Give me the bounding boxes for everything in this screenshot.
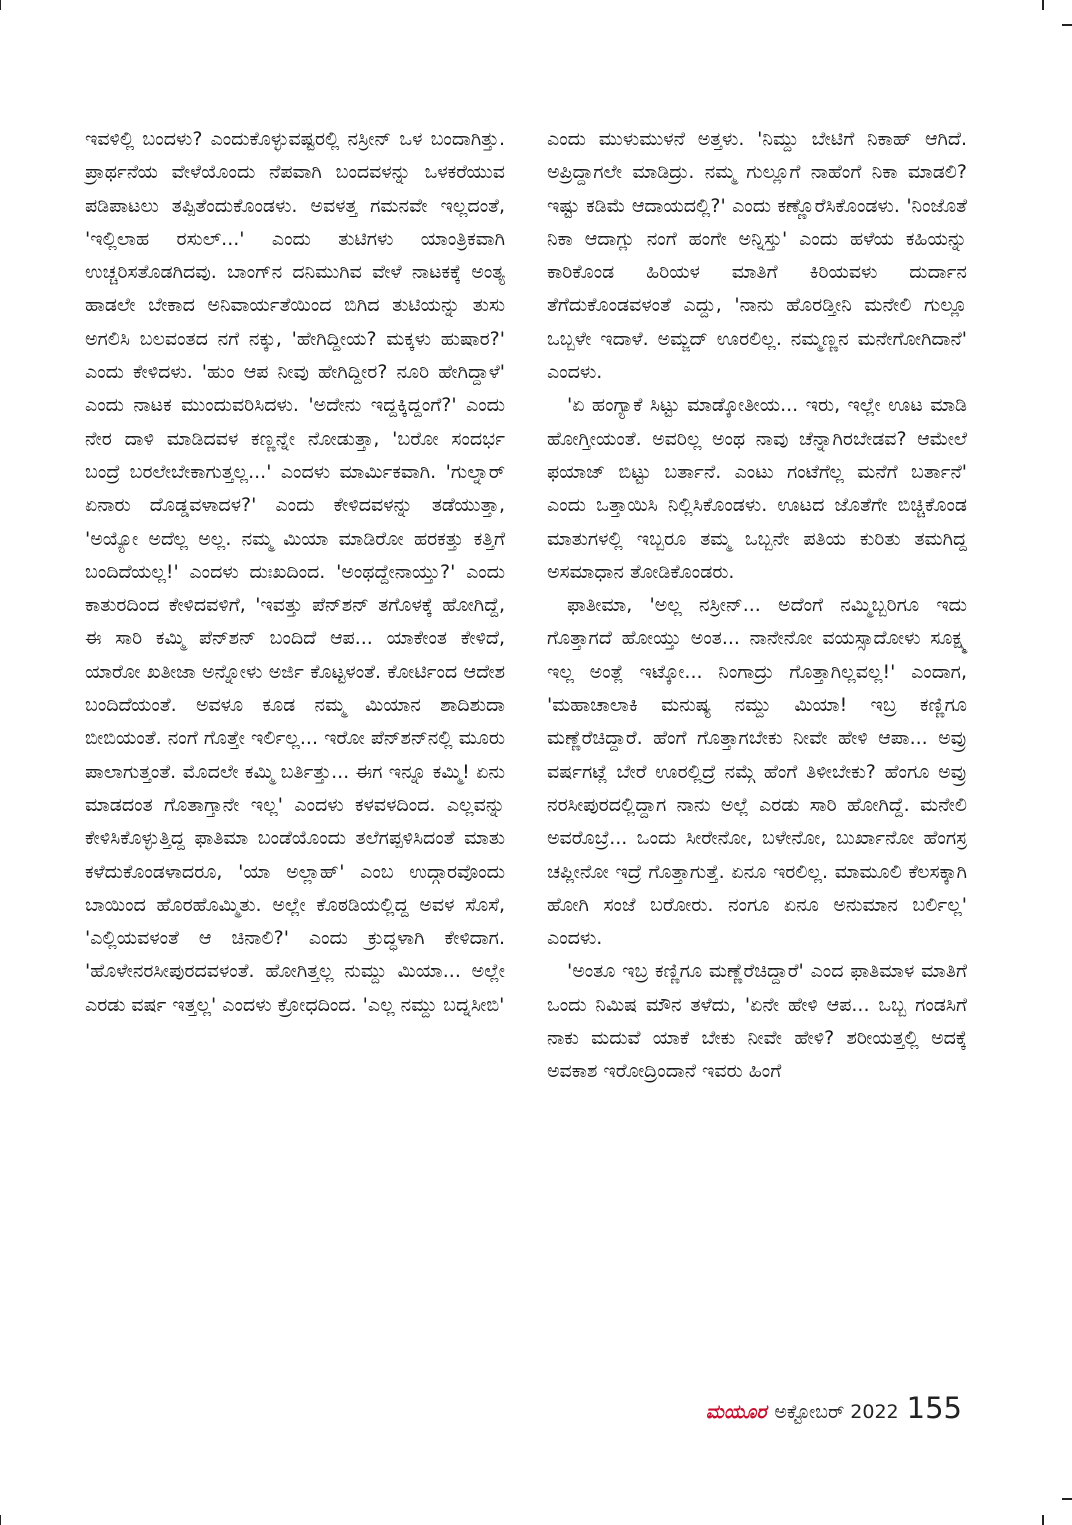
right-paragraph-2: 'ಏ ಹಂಗ್ಯಾಕೆ ಸಿಟ್ಟು ಮಾಡ್ಕೋತೀಯ... ಇರು, ಇಲ್ಲೇ ಊಟ ಮಾಡಿ ಹೋಗ್ತೀಯಂತೆ. ಅವರಿಲ್ಲ ಅಂಥ ನಾವು ಚೆನ್ನಾಗಿರಬೇಡವ? ಆಮೇಲೆ ಫಯಾಜ್ ಬಿಟ್ಟು ಬರ್ತಾನೆ. ಎಂಟು ಗಂಟೆಗೆಲ್ಲ ಮನೆಗೆ ಬರ್ತಾನೆ' ಎಂದು ಒತ್ತಾಯಿಸಿ ನಿಲ್ಲಿಸಿಕೊಂಡಳು. ಊಟದ ಜೊತೆಗೇ ಬಿಚ್ಚಿಕೊಂಡ ಮಾತುಗಳಲ್ಲಿ ಇಬ್ಬರೂ ತಮ್ಮ ಒಬ್ಬನೇ ಪತಿಯ ಕುರಿತು ತಮಗಿದ್ದ ಅಸಮಾಧಾನ ತೋಡಿಕೊಂಡರು. — [547, 394, 967, 583]
crop-mark-bottom-left — [0, 1515, 1, 1525]
right-paragraph-4: 'ಅಂತೂ ಇಬ್ರ ಕಣ್ಣಿಗೂ ಮಣ್ಣೆರೆಚಿದ್ದಾರೆ' ಎಂದ ಫಾತಿಮಾಳ ಮಾತಿಗೆ ಒಂದು ನಿಮಿಷ ಮೌನ ತಳೆದು, 'ಏನೇ ಹೇಳಿ ಆಪ... ಒಬ್ಬ ಗಂಡಸಿಗೆ ನಾಕು ಮದುವೆ ಯಾಕೆ ಬೇಕು ನೀವೇ ಹೇಳಿ? ಶರೀಯತ್ತಲ್ಲಿ ಅದಕ್ಕೆ ಅವಕಾಶ ಇರೋದ್ರಿಂದಾನೆ ಇವರು ಹಿಂಗೆ — [547, 960, 967, 1083]
magazine-name: ಮಯೂರ — [705, 1401, 767, 1423]
left-text-column — [85, 123, 505, 1022]
crop-mark-top-left — [0, 0, 1, 10]
right-paragraph-1: ಎಂದು ಮುಳುಮುಳನೆ ಅತ್ತಳು. 'ನಿಮ್ದು ಬೇಟಿಗೆ ನಿಕಾಹ್ ಆಗಿದೆ. ಅಪ್ರಿದ್ದಾಗಲೇ ಮಾಡಿದ್ರು. ನಮ್ಮ ಗುಲ್ಲೂಗೆ ನಾಹೆಂಗೆ ನಿಕಾ ಮಾಡಲಿ? ಇಷ್ಟು ಕಡಿಮೆ ಆದಾಯದಲ್ಲಿ?' ಎಂದು ಕಣ್ಣೊರೆಸಿಕೊಂಡಳು. 'ನಿಂಜೊತೆ ನಿಕಾ ಆದಾಗ್ಲು ನಂಗೆ ಹಂಗೇ ಅನ್ನಿಸ್ತು' ಎಂದು ಹಳೆಯ ಕಹಿಯನ್ನು ಕಾರಿಕೊಂಡ ಹಿರಿಯಳ ಮಾತಿಗೆ ಕಿರಿಯವಳು ದುರ್ದಾನ ತೆಗೆದುಕೊಂಡವಳಂತೆ ಎದ್ದು, 'ನಾನು ಹೊರಡ್ತೀನಿ ಮನೇಲಿ ಗುಲ್ಲೂ ಒಬ್ಬಳೇ ಇದಾಳೆ. ಅಮ್ಜದ್ ಊರಲಿಲ್ಲ. ನಮ್ಮಣ್ಣನ ಮನೇಗೋಗಿದಾನೆ' ಎಂದಳು. — [547, 128, 967, 384]
crop-mark-right-lower — [1062, 1498, 1072, 1500]
page-number: 155 — [906, 1391, 962, 1425]
left-paragraph-1: ಇವಳಿಲ್ಲಿ ಬಂದಳು? ಎಂದುಕೊಳ್ಳುವಷ್ಟರಲ್ಲಿ ನಸ್ರೀನ್ ಒಳ ಬಂದಾಗಿತ್ತು. ಪ್ರಾರ್ಥನೆಯ ವೇಳೆಯೊಂದು ನೆಪವಾಗಿ ಬಂದವಳನ್ನು ಒಳಕರೆಯುವ ಪಡಿಪಾಟಲು ತಪ್ಪಿತೆಂದುಕೊಂಡಳು. ಅವಳತ್ತ ಗಮನವೇ ಇಲ್ಲದಂತೆ, 'ಇಲ್ಲಿಲಾಹ ರಸುಲ್...' ಎಂದು ತುಟಿಗಳು ಯಾಂತ್ರಿಕವಾಗಿ ಉಚ್ಚರಿಸತೊಡಗಿದವು. ಬಾಂಗ್‌ನ ದನಿಮುಗಿವ ವೇಳೆ ನಾಟಕಕ್ಕೆ ಅಂತ್ಯ ಹಾಡಲೇ ಬೇಕಾದ ಅನಿವಾರ್ಯತೆಯಿಂದ ಬಿಗಿದ ತುಟಿಯನ್ನು ತುಸು ಅಗಲಿಸಿ ಬಲವಂತದ ನಗೆ ನಕ್ಕು, 'ಹೇಗಿದ್ದೀಯ? ಮಕ್ಕಳು ಹುಷಾರ?' ಎಂದು ಕೇಳಿದಳು. 'ಹುಂ ಆಪ ನೀವು ಹೇಗಿದ್ದೀರ? ನೂರಿ ಹೇಗಿದ್ದಾಳೆ' ಎಂದು ನಾಟಕ ಮುಂದುವರಿಸಿದಳು. 'ಅದೇನು ಇದ್ದಕ್ಕಿದ್ದಂಗೆ?' ಎಂದು ನೇರ ದಾಳಿ ಮಾಡಿದವಳ ಕಣ್ಣನ್ನೇ ನೋಡುತ್ತಾ, 'ಬರೋ ಸಂದರ್ಭ ಬಂದ್ರೆ ಬರಲೇಬೇಕಾಗುತ್ತಲ್ಲ...' ಎಂದಳು ಮಾರ್ಮಿಕವಾಗಿ. 'ಗುಲ್ನಾರ್ ಏನಾರು ದೊಡ್ಡವಳಾದಳ?' ಎಂದು ಕೇಳಿದವಳನ್ನು ತಡೆಯುತ್ತಾ, 'ಅಯ್ಯೋ ಅದೆಲ್ಲ ಅಲ್ಲ. ನಮ್ಮ ಮಿಯಾ ಮಾಡಿರೋ ಹರಕತ್ತು ಕತ್ತಿಗೆ ಬಂದಿದೆಯಲ್ಲ!' ಎಂದಳು ದುಃಖದಿಂದ. 'ಅಂಥದ್ದೇನಾಯ್ತು?' ಎಂದು ಕಾತುರದಿಂದ ಕೇಳಿದವಳಿಗೆ, 'ಇವತ್ತು ಪೆನ್‌ಶನ್ ತಗೊಳಕ್ಕೆ ಹೋಗಿದ್ದೆ, ಈ ಸಾರಿ ಕಮ್ಮಿ ಪೆನ್‌ಶನ್ ಬಂದಿದೆ ಆಪ... ಯಾಕೇಂತ ಕೇಳಿದೆ, ಯಾರೋ ಖತೀಜಾ ಅನ್ನೋಳು ಅರ್ಜಿ ಕೊಟ್ಟಳಂತೆ. ಕೋರ್ಟಿಂದ ಆದೇಶ ಬಂದಿದೆಯಂತೆ. ಅವಳೂ ಕೂಡ ನಮ್ಮ ಮಿಯಾನ ಶಾದಿಶುದಾ ಬೀಬಿಯಂತೆ. ನಂಗೆ ಗೊತ್ತೇ ಇರ್ಲಿಲ್ಲ... ಇರೋ ಪೆನ್‌ಶನ್‌ನಲ್ಲಿ ಮೂರು ಪಾಲಾಗುತ್ತಂತೆ. ಮೊದಲೇ ಕಮ್ಮಿ ಬರ್ತಿತ್ತು... ಈಗ ಇನ್ನೂ ಕಮ್ಮಿ! ಏನು ಮಾಡದಂತ ಗೊತಾಗ್ತಾನೇ ಇಲ್ಲ' ಎಂದಳು ಕಳವಳದಿಂದ. ಎಲ್ಲವನ್ನು ಕೇಳಿಸಿಕೊಳ್ಳುತ್ತಿದ್ದ ಫಾತಿಮಾ ಬಂಡೆಯೊಂದು ತಲೆಗಪ್ಪಳಿಸಿದಂತೆ ಮಾತು ಕಳೆದುಕೊಂಡಳಾದರೂ, 'ಯಾ ಅಲ್ಲಾಹ್' ಎಂಬ ಉದ್ಗಾರವೊಂದು ಬಾಯಿಂದ ಹೊರಹೊಮ್ಮಿತು. ಅಲ್ಲೇ ಕೊಠಡಿಯಲ್ಲಿದ್ದ ಅವಳ ಸೊಸೆ, 'ಎಲ್ಲಿಯವಳಂತೆ ಆ ಚಿನಾಲಿ?' ಎಂದು ಕ್ರುದ್ಧಳಾಗಿ ಕೇಳಿದಾಗ. 'ಹೊಳೇನರಸೀಪುರದವಳಂತೆ. ಹೋಗಿತ್ತಲ್ಲ ನುಮ್ದು ಮಿಯಾ... ಅಲ್ಲೇ ಎರಡು ವರ್ಷ ಇತ್ತಲ್ಲ' ಎಂದಳು ಕ್ರೋಧದಿಂದ. 'ಎಲ್ಲ ನಮ್ದು ಬದ್ನಸೀಬಿ' — [85, 128, 505, 1016]
crop-mark-top-right — [1042, 0, 1044, 10]
issue-month-year: ಅಕ್ಟೋಬರ್ 2022 — [774, 1401, 899, 1423]
crop-mark-right-upper — [1062, 24, 1072, 26]
page-footer — [706, 1391, 962, 1425]
crop-mark-bottom-right — [1042, 1515, 1044, 1525]
right-text-column — [547, 123, 967, 1089]
right-paragraph-3: ಫಾತೀಮಾ, 'ಅಲ್ಲ ನಸ್ರೀನ್... ಅದೆಂಗೆ ನಮ್ಮಿಬ್ಬರಿಗೂ ಇದು ಗೊತ್ತಾಗದೆ ಹೋಯ್ತು ಅಂತ... ನಾನೇನೋ ವಯಸ್ಸಾದೋಳು ಸೂಕ್ಷ್ಮ ಇಲ್ಲ ಅಂತ್ಲೆ ಇಟ್ಕೋ... ನಿಂಗಾದ್ರು ಗೊತ್ತಾಗಿಲ್ಲವಲ್ಲ!' ಎಂದಾಗ, 'ಮಹಾಚಾಲಾಕಿ ಮನುಷ್ಯ ನಮ್ದು ಮಿಯಾ! ಇಬ್ರ ಕಣ್ಣಿಗೂ ಮಣ್ಣೆರೆಚಿದ್ದಾರೆ. ಹೆಂಗೆ ಗೊತ್ತಾಗಬೇಕು ನೀವೇ ಹೇಳಿ ಆಪಾ... ಅವ್ರು ವರ್ಷಗಟ್ಲೆ ಬೇರೆ ಊರಲ್ಲಿದ್ರೆ ನಮ್ಗೆ ಹೆಂಗೆ ತಿಳೀಬೇಕು? ಹೆಂಗೂ ಅವ್ರು ನರಸೀಪುರದಲ್ಲಿದ್ದಾಗ ನಾನು ಅಲ್ಲೆ ಎರಡು ಸಾರಿ ಹೋಗಿದ್ದೆ. ಮನೇಲಿ ಅವರೊಬ್ರೆ... ಒಂದು ಸೀರೇನೋ, ಬಳೇನೋ, ಬುರ್ಖಾನೋ ಹೆಂಗಸ್ರ ಚಪ್ಲೀನೋ ಇದ್ರೆ ಗೊತ್ತಾಗುತ್ತೆ. ಏನೂ ಇರಲಿಲ್ಲ. ಮಾಮೂಲಿ ಕೆಲಸಕ್ಕಾಗಿ ಹೋಗಿ ಸಂಜೆ ಬರೋರು. ನಂಗೂ ಏನೂ ಅನುಮಾನ ಬರ್ಲಿಲ್ಲ' ಎಂದಳು. — [547, 594, 967, 950]
